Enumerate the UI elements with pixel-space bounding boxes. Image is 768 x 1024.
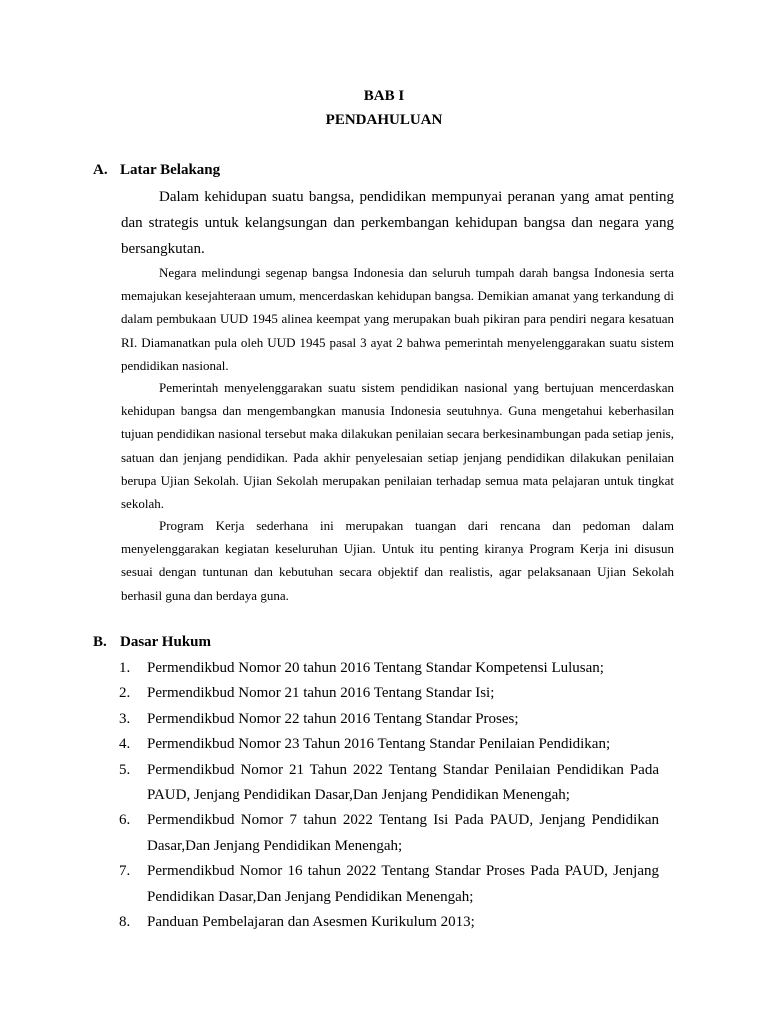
paragraph-4: Program Kerja sederhana ini merupakan tuangan dari rencana dan pedoman dalam menyelenggarakan kegiatan keseluruhan Ujian. Untuk itu penting kiranya Program Kerja ini disusun sesuai dengan tuntunan dan kebutuhan secara objektif dan realistis, agar pelaksanaan Ujian Sekolah berhasil guna dan berdaya guna. (121, 518, 674, 603)
list-item-text: Permendikbud Nomor 20 tahun 2016 Tentang Standar Kompetensi Lulusan; (147, 660, 604, 676)
list-item-text: Permendikbud Nomor 16 tahun 2022 Tentang Standar Proses Pada PAUD, Jenjang Pendidikan Dasar,Dan Jenjang Pendidikan Menengah; (147, 863, 659, 905)
list-item (119, 910, 659, 935)
legal-basis-list (119, 656, 659, 935)
section-a-heading (93, 162, 220, 179)
paragraph-1: Dalam kehidupan suatu bangsa, pendidikan mempunyai peranan yang amat penting dan strategis untuk kelangsungan dan perkembangan kehidupan bangsa dan negara yang bersangkutan. (121, 189, 674, 257)
list-item (119, 808, 659, 859)
section-b-heading (93, 634, 211, 651)
list-item (119, 732, 659, 757)
section-b-marker: B. (93, 634, 107, 650)
list-item-text: Permendikbud Nomor 21 Tahun 2022 Tentang Standar Penilaian Pendidikan Pada PAUD, Jenjang Pendidikan Dasar,Dan Jenjang Pendidikan Menengah; (147, 761, 659, 804)
chapter-label: BAB I (363, 88, 405, 104)
list-item-text: Permendikbud Nomor 22 tahun 2016 Tentang Standar Proses; (147, 710, 519, 727)
section-a-title: Latar Belakang (120, 162, 221, 178)
section-a-marker: A. (93, 162, 108, 178)
list-item-number: 3. (119, 710, 131, 727)
list-item-text: Panduan Pembelajaran dan Asesmen Kurikulum 2013; (147, 914, 475, 931)
list-item-number: 4. (119, 736, 131, 753)
list-item-text: Permendikbud Nomor 23 Tahun 2016 Tentang Standar Penilaian Pendidikan; (147, 736, 611, 753)
list-item-text: Permendikbud Nomor 21 tahun 2016 Tentang Standar Isi; (147, 685, 495, 702)
paragraph-2: Negara melindungi segenap bangsa Indonesia dan seluruh tumpah darah bangsa Indonesia serta memajukan kesejahteraan umum, mencerdaskan kehidupan bangsa. Demikian amanat yang terkandung di dalam pembukaan UUD 1945 alinea keempat yang merupakan buah pikiran para pendiri negara kesatuan RI. Diamanatkan pula oleh UUD 1945 pasal 3 ayat 2 bahwa pemerintah menyelenggarakan suatu sistem pendidikan nasional. (121, 265, 674, 373)
list-item-number: 6. (119, 812, 131, 829)
list-item-number: 5. (119, 761, 131, 778)
list-item-number: 2. (119, 685, 131, 702)
paragraph-3: Pemerintah menyelenggarakan suatu sistem pendidikan nasional yang bertujuan mencerdaskan kehidupan bangsa dan mengembangkan manusia Indonesia seutuhnya. Guna mengetahui keberhasilan tujuan pendidikan nasional tersebut maka dilakukan penilaian secara berkesinambungan pada setiap jenis, satuan dan jenjang pendidikan. Pada akhir penyelesaian setiap jenjang pendidikan dilakukan penilaian berupa Ujian Sekolah. Ujian Sekolah merupakan penilaian terhadap semua mata pelajaran untuk tingkat sekolah. (121, 380, 674, 512)
section-b-title: Dasar Hukum (120, 634, 211, 650)
list-item (119, 707, 659, 732)
list-item-text: Permendikbud Nomor 7 tahun 2022 Tentang Isi Pada PAUD, Jenjang Pendidikan Dasar,Dan Jenjang Pendidikan Menengah; (147, 812, 659, 854)
chapter-title: PENDAHULUAN (325, 112, 443, 128)
list-item-number: 7. (119, 863, 131, 880)
list-item (119, 681, 659, 706)
list-item (119, 758, 659, 809)
list-item (119, 859, 659, 910)
list-item (119, 656, 659, 681)
list-item-number: 8. (119, 914, 131, 931)
list-item-number: 1. (119, 660, 131, 676)
